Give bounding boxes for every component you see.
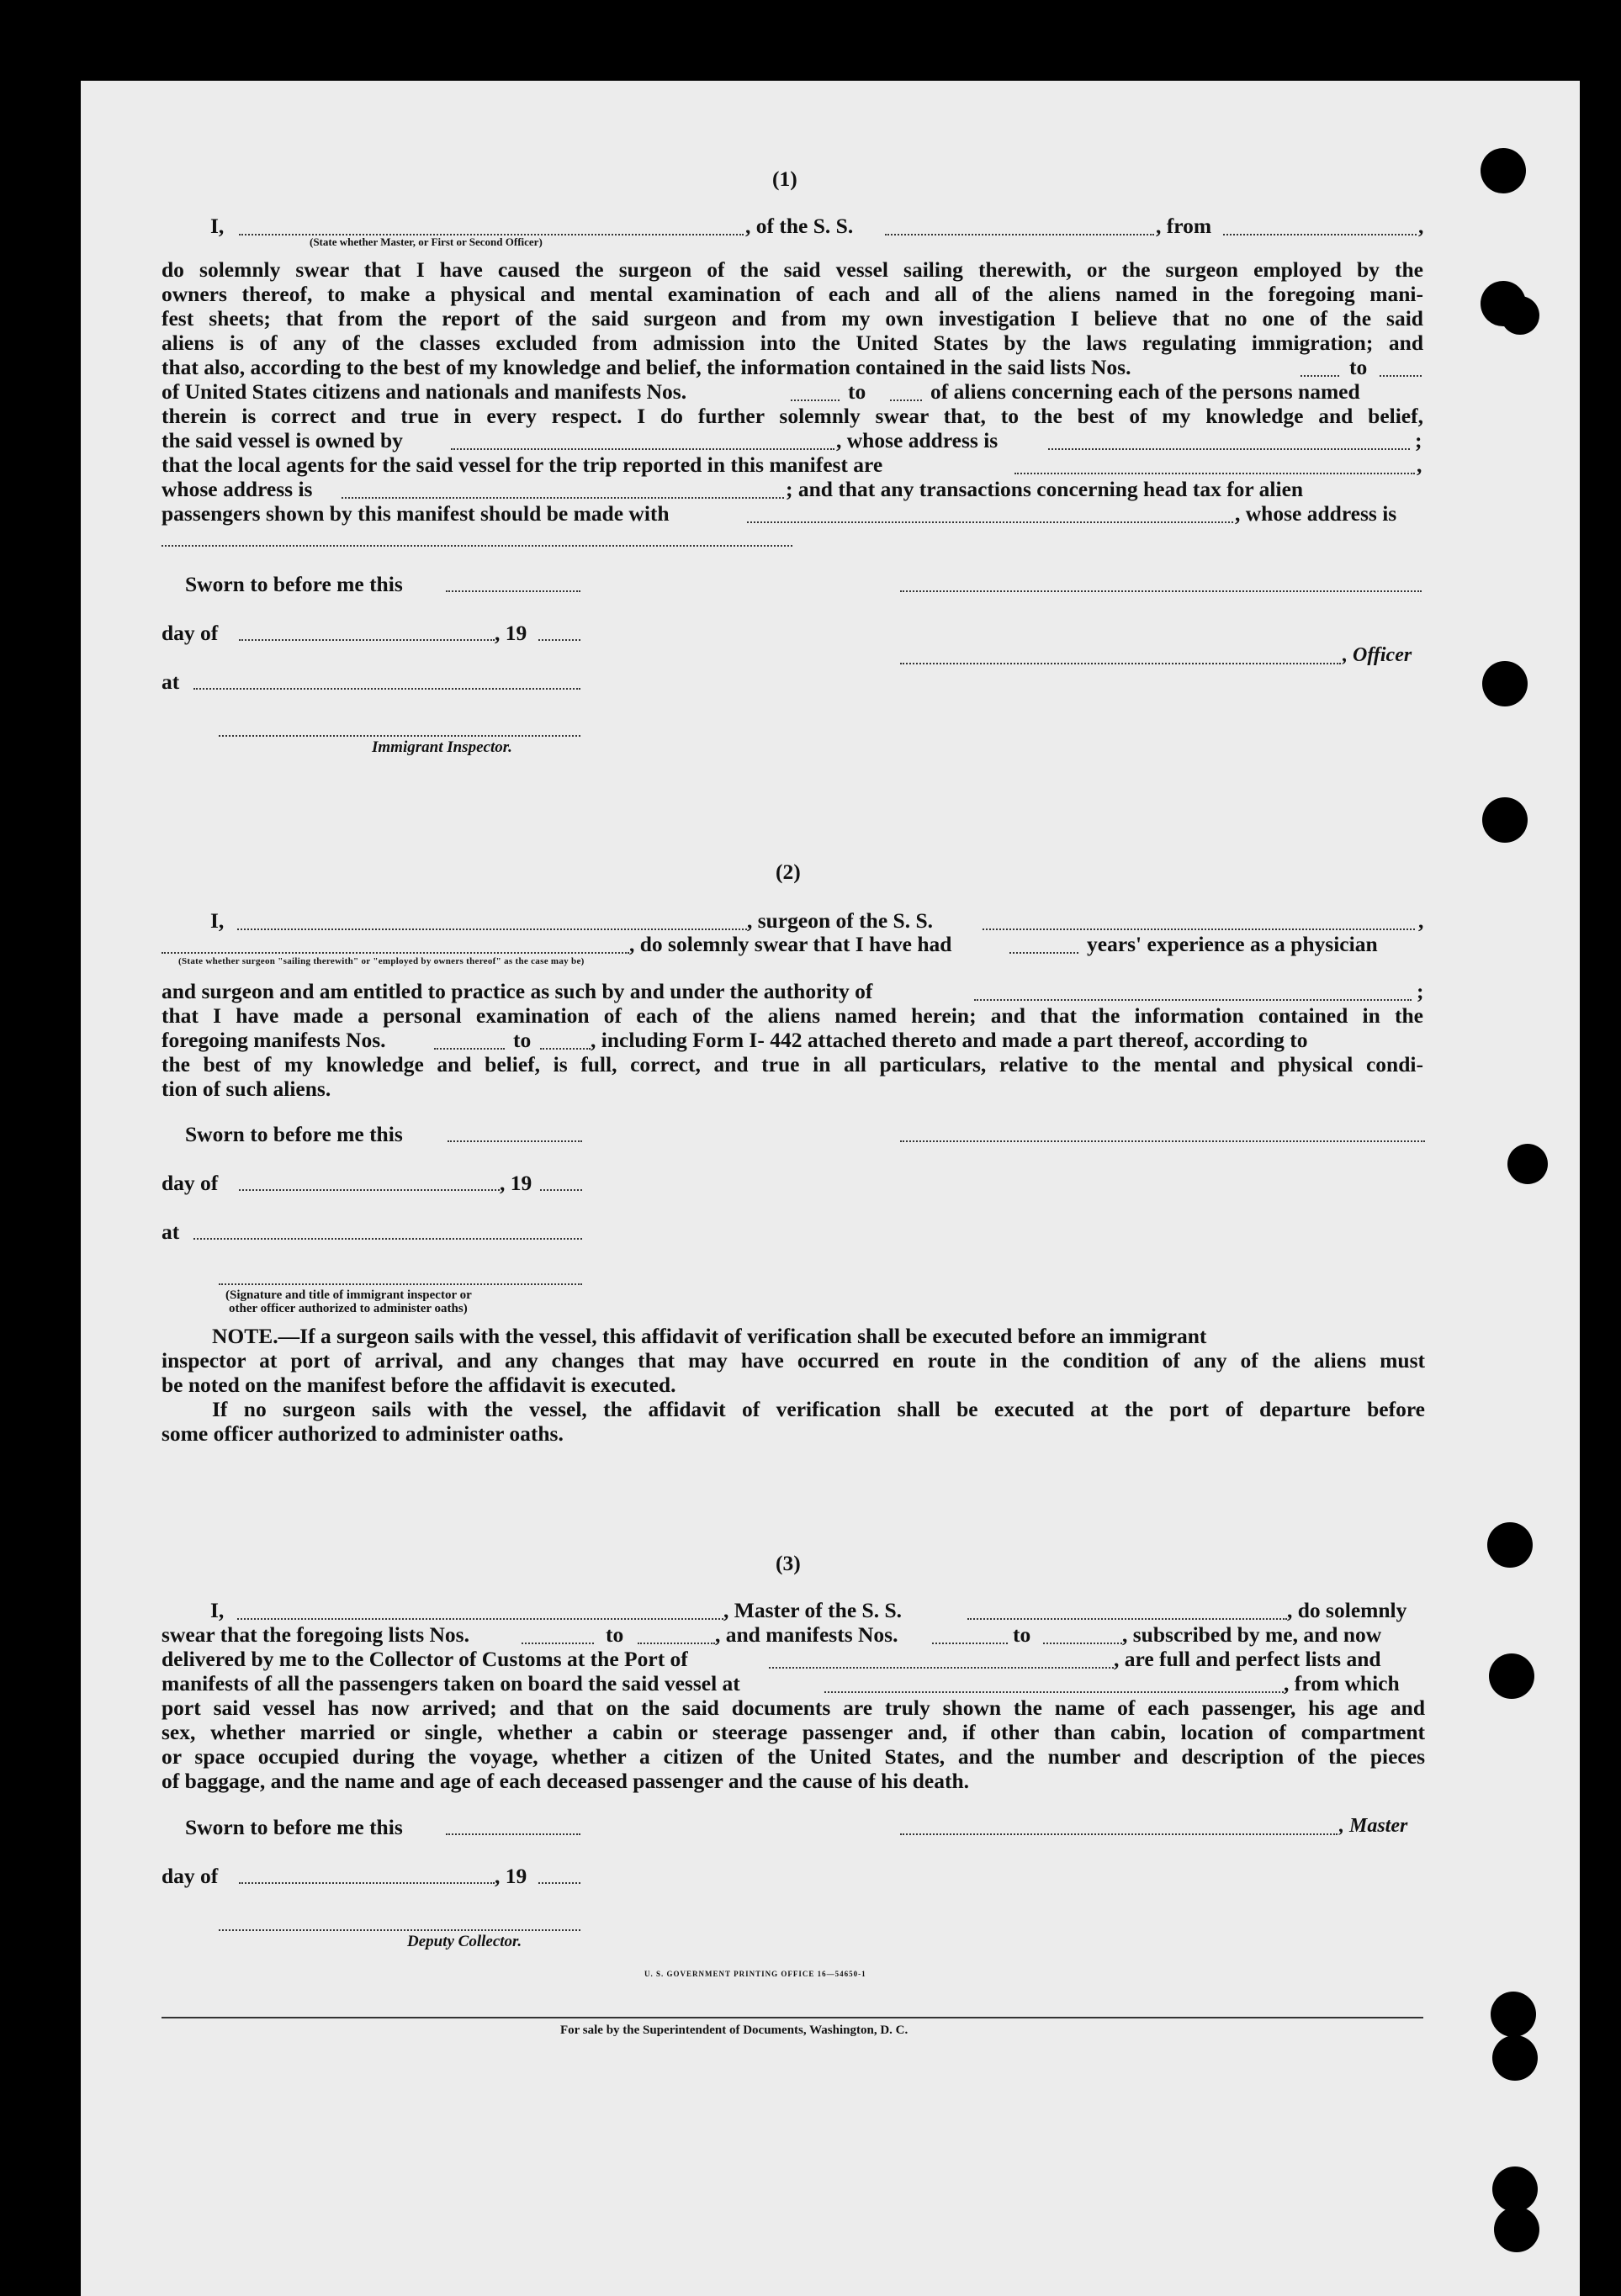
surgeon-name-field[interactable] xyxy=(237,928,747,930)
oath-line: aliens is of any of the classes excluded from admission into the United States by the laws regulating immigration; and xyxy=(162,331,1423,355)
head-tax-agent-field[interactable] xyxy=(747,521,1233,523)
vessel-name-field[interactable] xyxy=(967,1618,1287,1620)
sworn-label: Sworn to before me this xyxy=(185,572,403,596)
oath-line: passengers shown by this manifest should be made with xyxy=(162,501,670,526)
years-field[interactable] xyxy=(1009,952,1078,954)
oath-line: that also, according to the best of my knowledge and belief, the information contained in the said lists Nos. xyxy=(162,355,1131,379)
year-field[interactable] xyxy=(540,1189,582,1191)
year-field[interactable] xyxy=(538,639,580,641)
lists-from-field[interactable] xyxy=(1301,375,1339,377)
manifests-to-field[interactable] xyxy=(540,1048,591,1050)
officer-signature-field[interactable] xyxy=(900,590,1422,592)
oath-line: of United States citizens and nationals and manifests Nos. xyxy=(162,379,687,404)
vessel-name-field[interactable] xyxy=(885,234,1154,235)
form-content: (1) I, , of the S. S. , from , (State whether Master, or First or Second Officer) do solemnly swear that I have caused the surgeon of the said vessel sailing therewith, or the surgeon employed by the owners thereof, to make a physical and mental examination of each and all of the aliens named in the foregoing mani- fest sheets; that from the report of the said surgeon and from my own investigation I believe that no one of the said aliens is of any of the classes excluded from admission into the United States by the laws regulating immigration; and that also, according to the best of my knowledge and belief, the information contained in the said lists Nos. to of United States citizens and nationals and manifests Nos. to of aliens concerning each of the persons named therein is correct and true in every respect. I do further solemnly swear that, to the best of my knowledge and belief, the said vessel is owned by , whose address is ; that the local agents for the said vessel for the trip reported in this manifest are , whose address is ; and that any transactions concerning head tax for alien passengers shown by this manifest should be made with , whose address is Sworn to before me this day of , 19 , Officer at Immigrant Inspector. (2) I, , surgeon of the S. S. , , do solemnly swear that I have had years' experience as a physician (State whether surgeon "sailing therewith" or "employed by owners thereof" as the case may be) and surgeon and am entitled to practice as such by and under the authority of ; that I have made a personal examination of each of the aliens named herein; and that the information contained in the foregoing manifests Nos. to , including Form I- 442 attached thereto and made a part thereof, according to the best of my knowledge and belief, is full, correct, and true in all particulars, relative to the mental and physical condi- tion of such aliens. Sworn to before me this day of , 19 at (Signature and title of immigrant inspector or other officer authorized to administer oaths) NOTE.—If a surgeon sails with the vessel, this affidavit of verification shall be executed before an immigrant inspector at port of arrival, and any changes that may have occurred en route in the condition of any of the aliens must be noted on the manifest before the affidavit is executed. If no surgeon sails with the vessel, the affidavit of verification shall be executed at the port of departure before some officer authorized to administer oaths. (3) I, , Master of the S. S. , do solemnly swear that the foregoing lists Nos. to , and manifests Nos. to , subscribed by me, and now delivered by me to the Collector of Customs at the Port of , are full and perfect lists and manifests of all the passengers taken on board the said vessel at , from which port said vessel has now arrived; and that on the said documents are truly shown the name of each passenger, his age and sex, whether married or single, whether a cabin or steerage passenger and, if other than cabin, location of compartment or space occupied during the voyage, whether a citizen of the United States, and the number and description of the pieces of baggage, and the name and age of each deceased passenger and the cause of his death. Sworn to before me this , Master day of , 19 Deputy Collector. U. S. GOVERNMENT PRINTING OFFICE 16—54650-1 For sale by the Superintendent of Documents, Washington, D. C. xyxy=(162,167,1425,2037)
lists-from-field[interactable] xyxy=(522,1643,594,1644)
agents-field[interactable] xyxy=(1014,473,1415,474)
oath-I: I, xyxy=(210,214,225,238)
authority-field[interactable] xyxy=(974,999,1412,1001)
master-label: , Master xyxy=(1339,1815,1408,1837)
oath-line: fest sheets; that from the report of the said surgeon and from my own investigation I believe that no one of the said xyxy=(162,306,1423,331)
manifests-to-field[interactable] xyxy=(1043,1643,1122,1644)
footer-rule xyxy=(162,2017,1423,2018)
inspector-signature-field[interactable] xyxy=(219,735,580,737)
year-field[interactable] xyxy=(538,1882,580,1884)
section-number: (3) xyxy=(776,1551,801,1575)
sale-notice: For sale by the Superintendent of Documents, Washington, D. C. xyxy=(560,2024,909,2037)
field-note: (State whether Master, or First or Second Officer) xyxy=(310,235,543,248)
note-label: NOTE. xyxy=(212,1324,278,1348)
lists-to-field[interactable] xyxy=(1380,375,1422,377)
month-field[interactable] xyxy=(239,1189,500,1191)
lists-to-field[interactable] xyxy=(638,1643,715,1644)
head-tax-address-field[interactable] xyxy=(162,545,792,547)
surgeon-capacity-field[interactable] xyxy=(162,952,629,954)
officer-label: , Officer xyxy=(1343,644,1412,666)
oath-line: owners thereof, to make a physical and mental examination of each and all of the aliens named in the foregoing mani- xyxy=(162,282,1423,306)
oath-line: whose address is xyxy=(162,477,313,501)
departure-port-field[interactable] xyxy=(824,1691,1284,1693)
day-of-label: day of xyxy=(162,621,219,645)
manifests-from-field[interactable] xyxy=(932,1643,1008,1644)
at-label: at xyxy=(162,669,180,694)
oath-line: the said vessel is owned by xyxy=(162,428,403,452)
owner-address-field[interactable] xyxy=(1048,448,1410,450)
section-number: (2) xyxy=(776,860,801,884)
oath-line: therein is correct and true in every respect. I do further solemnly swear that, to the best of my knowledge and belief, xyxy=(162,404,1423,428)
section-number: (1) xyxy=(772,167,797,191)
place-field[interactable] xyxy=(193,688,580,690)
master-name-field[interactable] xyxy=(237,1618,723,1620)
sworn-date-field[interactable] xyxy=(446,1833,580,1835)
surgeon-signature-field[interactable] xyxy=(900,1140,1425,1142)
inspector-signature-field[interactable] xyxy=(219,1283,582,1285)
vessel-name-field[interactable] xyxy=(983,928,1415,930)
oath-line: do solemnly swear that I have caused the surgeon of the said vessel sailing therewith, or the surgeon employed by the xyxy=(162,257,1423,282)
manifests-from-field[interactable] xyxy=(791,399,840,401)
sworn-date-field[interactable] xyxy=(446,590,580,592)
oath-line: that the local agents for the said vessel for the trip reported in this manifest are xyxy=(162,452,883,477)
manifests-from-field[interactable] xyxy=(434,1048,505,1050)
master-signature-field[interactable] xyxy=(900,1833,1338,1835)
month-field[interactable] xyxy=(239,639,495,641)
inspector-label: Immigrant Inspector. xyxy=(372,738,512,756)
deputy-signature-field[interactable] xyxy=(219,1929,580,1931)
place-field[interactable] xyxy=(193,1238,582,1240)
of-ss-label: , of the S. S. xyxy=(745,214,854,238)
deputy-label: Deputy Collector. xyxy=(407,1933,522,1950)
owner-field[interactable] xyxy=(451,448,834,450)
officer-title-field[interactable] xyxy=(900,663,1341,664)
from-label: , from xyxy=(1156,214,1212,238)
month-field[interactable] xyxy=(239,1882,495,1884)
from-port-field[interactable] xyxy=(1223,234,1417,235)
agents-address-field[interactable] xyxy=(342,497,784,499)
port-field[interactable] xyxy=(769,1667,1114,1669)
field-note: (State whether surgeon "sailing therewith" or "employed by owners thereof" as the case may be) xyxy=(178,956,585,966)
sworn-date-field[interactable] xyxy=(448,1140,582,1142)
manifests-to-field[interactable] xyxy=(890,399,922,401)
gpo-imprint: U. S. GOVERNMENT PRINTING OFFICE 16—54650-1 xyxy=(644,1970,866,1978)
